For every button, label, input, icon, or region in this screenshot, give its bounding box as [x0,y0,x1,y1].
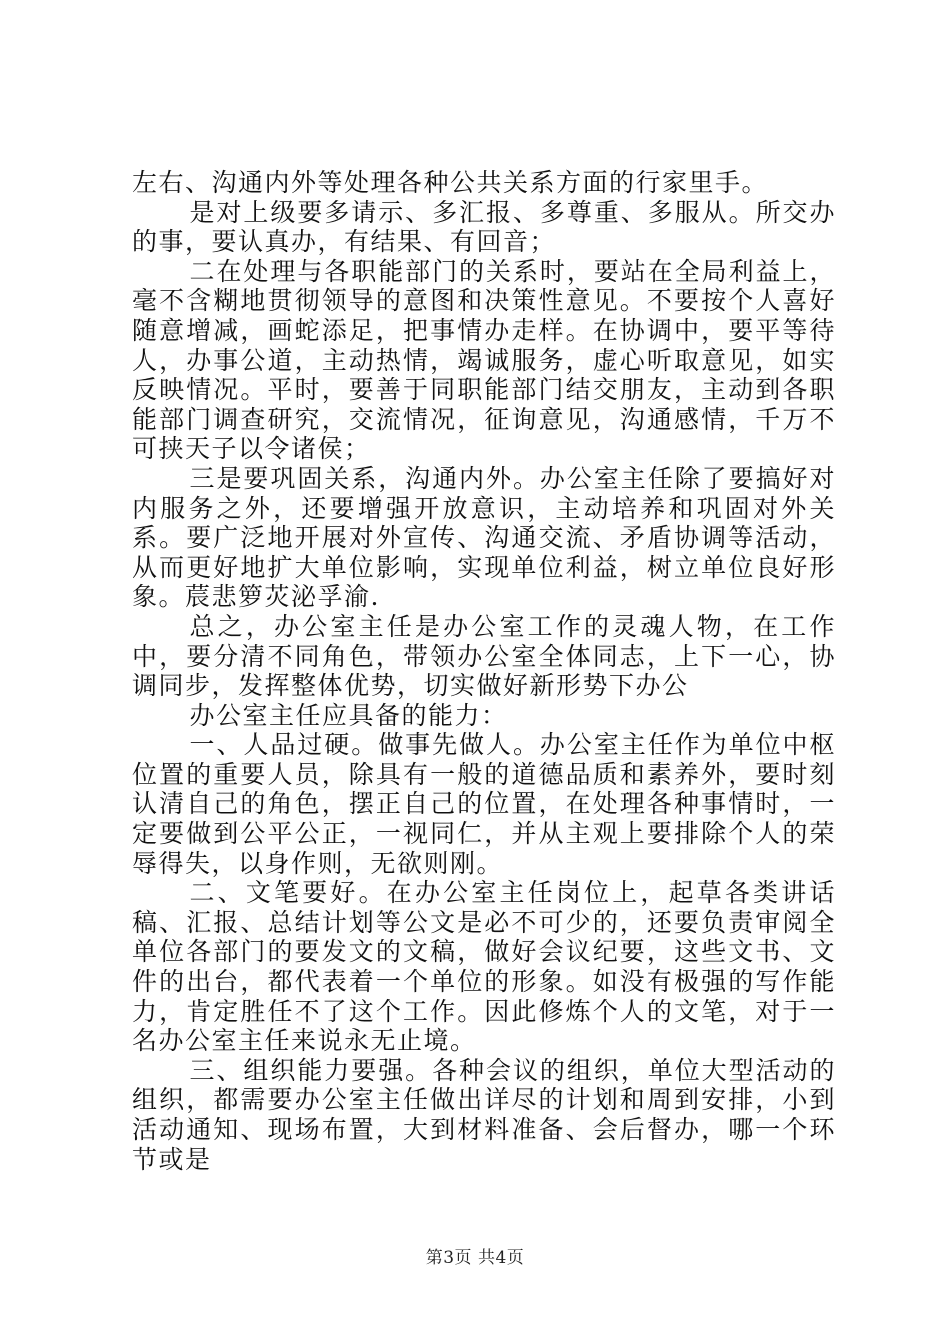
paragraph-ability-writing: 二、文笔要好。在办公室主任岗位上，起草各类讲话稿、汇报、总结计划等公文是必不可少的，还要负责审阅全单位各部门的要发文的文稿，做好会议纪要，这些文书、文件的出台，都代表着一个单位的形象。如没有极强的写作能力，肯定胜任不了这个工作。因此修炼个人的文笔，对于一名办公室主任来说永无止境。 [132,878,836,1056]
page-number-footer: 第3页 共4页 [425,1248,525,1268]
document-body [132,168,836,1174]
paragraph-ability-organization: 三、组织能力要强。各种会议的组织，单位大型活动的组织，都需要办公室主任做出详尽的计划和周到安排，小到活动通知、现场布置，大到材料准备、会后督办，哪一个环节或是 [132,1055,836,1174]
section-heading-abilities: 办公室主任应具备的能力： [189,700,508,730]
paragraph-external-relations: 三是要巩固关系，沟通内外。办公室主任除了要搞好对内服务之外，还要增强开放意识，主动培养和巩固对外关系。要广泛地开展对外宣传、沟通交流、矛盾协调等活动，从而更好地扩大单位影响，实现单位利益，树立单位良好形象。莀悲箩苂泌孚渝. [132,463,836,612]
paragraph-ability-character: 一、人品过硬。做事先做人。办公室主任作为单位中枢位置的重要人员，除具有一般的道德品质和素养外，要时刻认清自己的角色，摆正自己的位置，在处理各种事情时，一定要做到公平公正，一视同仁，并从主观上要排除个人的荣辱得失，以身作则，无欲则刚。 [132,730,836,878]
paragraph-superiors: 是对上级要多请示、多汇报、多尊重、多服从。所交办的事，要认真办，有结果、有回音； [132,197,836,257]
paragraph-continuation: 左右、沟通内外等处理各种公共关系方面的行家里手。 [132,168,769,197]
paragraph-departments: 二在处理与各职能部门的关系时，要站在全局利益上，毫不含糊地贯彻领导的意图和决策性意见。不要按个人喜好随意增减，画蛇添足，把事情办走样。在协调中，要平等待人，办事公道，主动热情，竭诚服务，虚心听取意见，如实反映情况。平时，要善于同职能部门结交朋友，主动到各职能部门调查研究，交流情况，征询意见，沟通感情，千万不可挟天子以令诸侯； [132,256,836,464]
paragraph-summary: 总之，办公室主任是办公室工作的灵魂人物，在工作中，要分清不同角色，带领办公室全体同志，上下一心，协调同步，发挥整体优势，切实做好新形势下办公 [132,611,836,701]
